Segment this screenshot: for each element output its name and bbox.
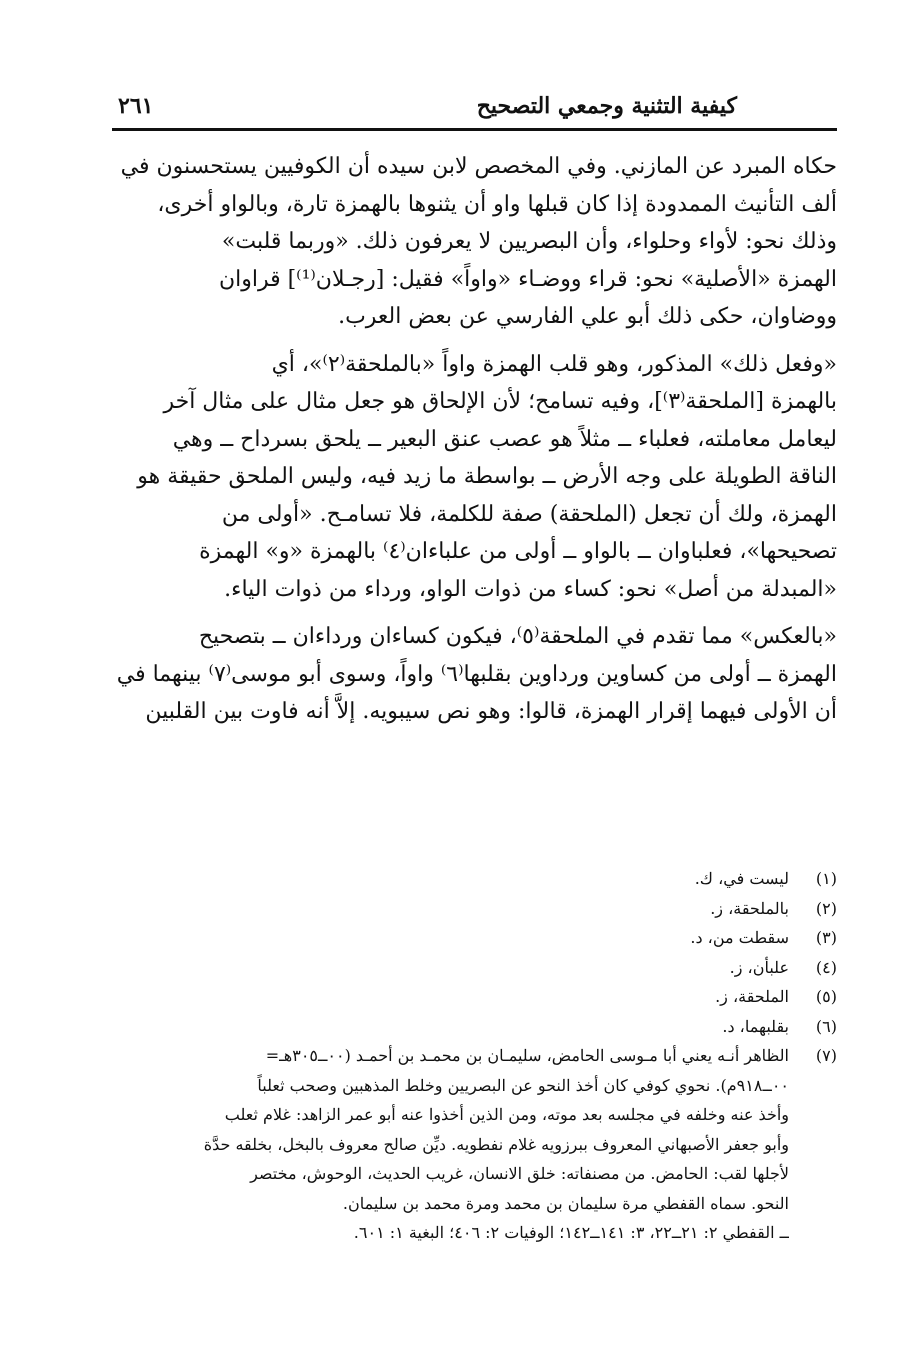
page-number: ٢٦١ xyxy=(118,93,154,119)
footnote-line: سقطت من، د. xyxy=(690,928,789,947)
footnote-line: ٠٠ــ٩١٨م). نحوي كوفي كان أخذ النحو عن البصريين وخلط المذهبين وصحب ثعلباً xyxy=(257,1075,789,1095)
paragraph-2 xyxy=(82,346,837,609)
text-line: «بالعكس» مما تقدم في الملحقة⁽٥⁾، فيكون كساءان ورداءان ــ بتصحيح xyxy=(198,624,837,649)
footnote-text xyxy=(82,1041,789,1248)
footnote-number: (٦) xyxy=(815,1016,837,1036)
footnote-number: (٣) xyxy=(815,928,837,947)
footnote-line: وأبو جعفر الأصبهاني المعروف ببرزويه غلام نفطويه. ديِّن صالح معروف بالبخل، بخلقه حدَّة xyxy=(203,1134,789,1154)
footnote-text xyxy=(82,982,789,1012)
footnote-1 xyxy=(82,864,837,894)
text-line: ووضاوان، حكى ذلك أبو علي الفارسي عن بعض العرب. xyxy=(338,304,837,329)
footnote-text xyxy=(82,894,789,924)
footnote-line: بقلبهما، د. xyxy=(722,1016,789,1036)
footnote-text xyxy=(82,953,789,983)
footnote-7 xyxy=(82,1041,837,1248)
footnote-line: بالملحقة، ز. xyxy=(710,898,789,918)
footnote-line: الظاهر أنـه يعني أبا مـوسى الحامض، سليمـان بن محمـد بن أحمـد (٠٠ــ٣٠٥هـ= xyxy=(265,1046,789,1065)
footnote-number: (٧) xyxy=(815,1046,837,1065)
text-line: حكاه المبرد عن المازني. وفي المخصص لابن سيده أن الكوفيين يستحسنون في xyxy=(120,154,837,179)
footnote-line: النحو. سماه القفطي مرة سليمان بن محمد ومرة محمد بن سليمان. xyxy=(342,1193,789,1213)
footnote-line: علبأن، ز. xyxy=(729,957,789,977)
text-line: «وفعل ذلك» المذكور، وهو قلب الهمزة واواً «بالملحقة⁽٢⁾»، أي xyxy=(271,351,837,377)
footnote-source-line: ــ القفطي ٢: ٢١ــ٢٢، ٣: ١٤١ــ١٤٢؛ الوفيات ٢: ٤٠٦؛ البغية ١: ٦٠١. xyxy=(353,1223,789,1242)
text-line: الهمزة ــ أولى من كساوين ورداوين بقلبها⁽٦⁾ واواً، وسوى أبو موسى⁽٧⁾ بينهما في xyxy=(116,661,837,687)
text-line: تصحيحها»، فعلباوان ــ بالواو ــ أولى من علباءان⁽٤⁾ بالهمزة «و» الهمزة xyxy=(199,539,837,564)
footnote-line: وأخذ عنه وخلفه في مجلسه بعد موته، ومن الذين أخذوا عنه أبو عمر الزاهد: غلام ثعلب xyxy=(224,1105,789,1124)
running-title: كيفية التثنية وجمعي التصحيح xyxy=(476,93,737,119)
text-line: أن الأولى فيهما إقرار الهمزة، قالوا: وهو نص سيبويه. إلاَّ أنه فاوت بين القلبين xyxy=(145,699,837,724)
paragraph-3 xyxy=(82,618,837,731)
text-line: ألف التأنيث الممدودة إذا كان قبلها واو أن يثنوها بالهمزة تارة، وبالواو أخرى، xyxy=(157,191,837,217)
footnote-number: (٥) xyxy=(815,987,837,1006)
footnote-text xyxy=(82,1012,789,1042)
body-text xyxy=(82,148,837,741)
footnote-line: الملحقة، ز. xyxy=(715,987,789,1006)
footnote-2 xyxy=(82,894,837,924)
text-line: بالهمزة [الملحقة⁽٣⁾]، وفيه تسامح؛ لأن الإلحاق هو جعل مثال على مثال آخر xyxy=(163,389,837,414)
footnote-line: ليست في، ك. xyxy=(694,869,789,888)
text-line: وذلك نحو: لأواء وحلواء، وأن البصريين لا يعرفون ذلك. «وربما قلبت» xyxy=(221,229,837,254)
footnote-4 xyxy=(82,953,837,983)
footnotes xyxy=(82,864,837,1248)
paragraph-1 xyxy=(82,148,837,336)
footnote-6 xyxy=(82,1012,837,1042)
text-line: «المبدلة من أصل» نحو: كساء من ذوات الواو، ورداء من ذوات الياء. xyxy=(224,576,837,602)
footnote-number: (٢) xyxy=(815,898,837,918)
footnote-number: (٤) xyxy=(815,957,837,977)
footnote-text xyxy=(82,923,789,953)
footnote-text xyxy=(82,864,789,894)
footnote-5 xyxy=(82,982,837,1012)
text-line: الناقة الطويلة على وجه الأرض ــ بواسطة ما زيد فيه، وليس الملحق حقيقة هو xyxy=(137,464,837,489)
text-line: ليعامل معاملته، فعلباء ــ مثلاً هو عصب عنق البعير ــ يلحق بسرداح ــ وهي xyxy=(172,426,837,452)
footnote-line: لأجلها لقب: الحامض. من مصنفاته: خلق الانسان، غريب الحديث، الوحوش، مختصر xyxy=(250,1164,789,1183)
footnote-number: (١) xyxy=(815,869,837,888)
text-line: الهمزة، ولك أن تجعل (الملحقة) صفة للكلمة، فلا تسامـح. «أولى من xyxy=(221,501,837,527)
running-header xyxy=(112,88,837,131)
text-line: الهمزة «الأصلية» نحو: قراء ووضـاء «واواً» فقيل: [رجـلان⁽¹⁾] قراوان xyxy=(218,266,837,292)
footnote-3 xyxy=(82,923,837,953)
